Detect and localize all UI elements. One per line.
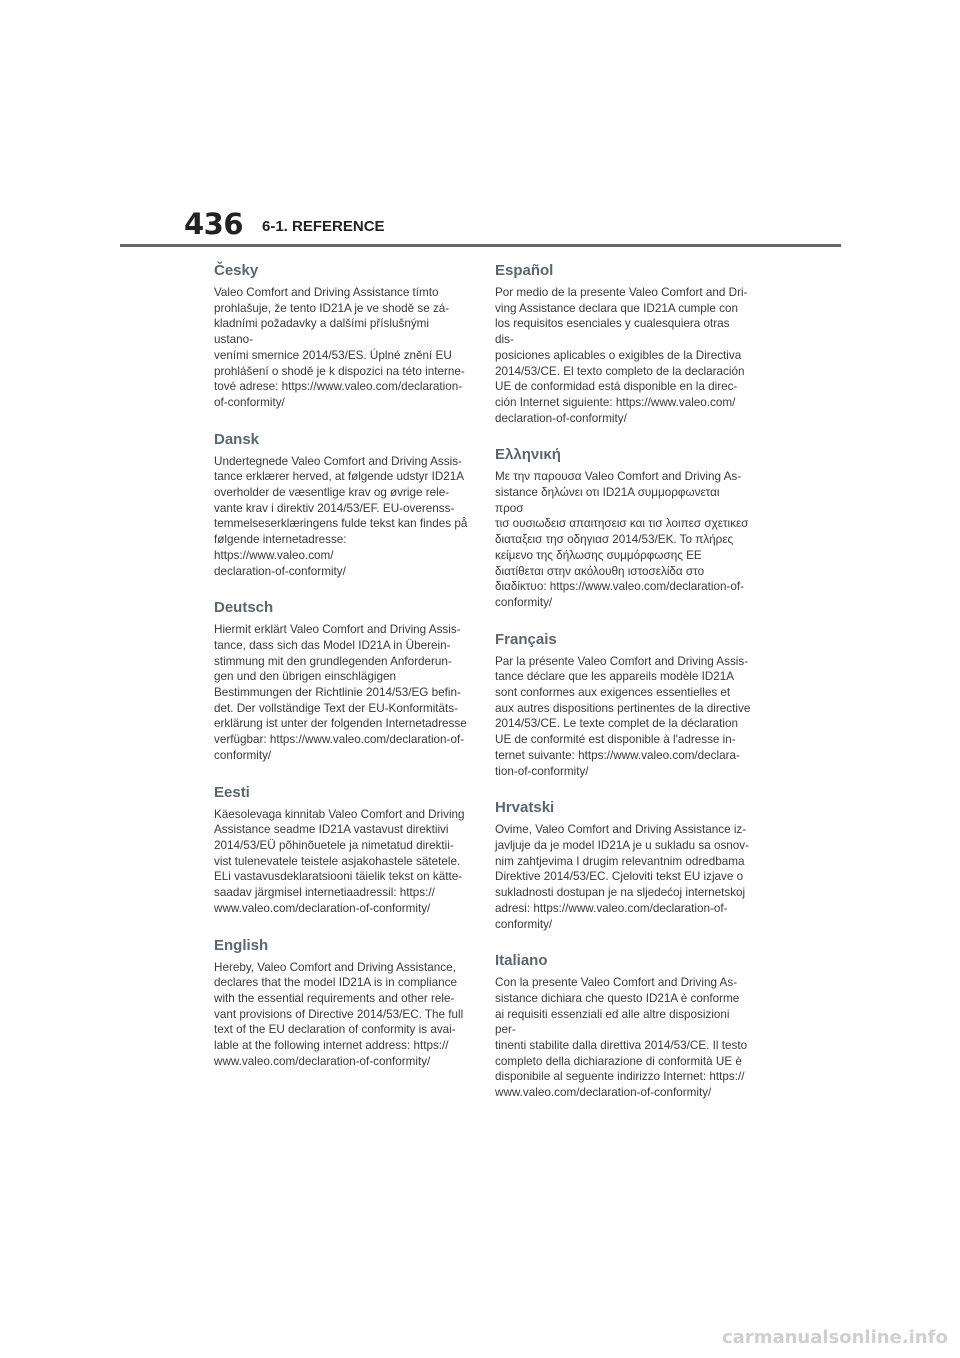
language-heading: Ελληνική	[495, 446, 561, 464]
declaration-text: Käesolevaga kinnitab Valeo Comfort and Driving Assistance seadme ID21A vastavust direktiivi 2014/53/EÜ põhinõuetele ja nimetatud direktii- vist tulenevatele teistele asjakohastele sätetele. ELi vastavusdeklaratsiooni täielik tekst on kätte- saadav järgmisel internetiaadressil: https:// www.valeo.com/declaration-of-conformity/	[214, 807, 465, 915]
declaration-text: Hereby, Valeo Comfort and Driving Assistance, declares that the model ID21A is in compliance with the essential requirements and other rele- vant provisions of Directive 2014/53/EC. The full text of the EU declaration of conformity is avai- lable at the following internet address: https:// www.valeo.com/declaration-of-conformity/	[214, 960, 464, 1068]
language-heading: English	[214, 936, 269, 954]
site-watermark: carmanualsonline.info	[722, 1327, 948, 1348]
left-column	[214, 262, 468, 1089]
section-title: 6-1. REFERENCE	[262, 218, 385, 235]
declaration-text: Με την παρουσα Valeo Comfort and Driving As- sistance δηλώνει οτι ID21A συμμορφωνεται προσ τισ ουσιωδεισ απαιτησεισ και τισ λοιπεσ σχετικεσ διαταξεισ τησ οδηγιασ 2014/53/ΕΚ. Το πλήρες κείμενο της δήλωσης συμμόρφωσης ΕΕ διατίθεται στην ακόλουθη ιστοσελίδα στο διαδίκτυο: https://www.valeo.com/declaration-of- conformity/	[495, 470, 749, 609]
language-entry-eesti	[214, 784, 468, 917]
declaration-text: Por medio de la presente Valeo Comfort and Dri- ving Assistance declara que ID21A cumple con los requisitos esenciales y cualesquiera otras dis- posiciones aplicables o exigibles de la Directiva 2014/53/CE. El texto completo de la declaración UE de conformidad está disponible en la direc- ción Internet siguiente: https://www.valeo.com/ declaration-of-conformity/	[495, 286, 748, 425]
declaration-text: Par la présente Valeo Comfort and Driving Assis- tance déclare que les appareils modèle ID21A sont conformes aux exigences essentielles et aux autres dispositions pertinentes de la directive 2014/53/CE. Le texte complet de la déclaration UE de conformité est disponible à l'adresse in- ternet suivante: https://www.valeo.com/declara- tion-of-conformity/	[495, 654, 751, 778]
language-heading: Français	[495, 630, 557, 648]
language-heading: Česky	[214, 262, 259, 279]
language-entry-deutsch	[214, 599, 468, 763]
header-divider	[120, 244, 841, 247]
language-entry-english	[214, 937, 468, 1070]
language-entry-dansk	[214, 431, 468, 580]
language-entry-hrvatski	[495, 799, 751, 932]
declaration-text: Hiermit erklärt Valeo Comfort and Driving Assis- tance, dass sich das Model ID21A in Überein- stimmung mit den grundlegenden Anforderun- gen und den übrigen einschlägigen Bestimmungen der Richtlinie 2014/53/EG befin- det. Der vollständige Text der EU-Konformitäts- erklärung ist unter der folgenden Internetadresse verfügbar: https://www.valeo.com/declaration-of- conformity/	[214, 623, 467, 762]
language-heading: Deutsch	[214, 599, 274, 617]
declaration-text: Ovime, Valeo Comfort and Driving Assistance iz- javljuje da je model ID21A je u sukladu sa osnov- nim zahtjevima I drugim relevantnim odredbama Direktive 2014/53/EC. Cjeloviti tekst EU izjave o sukladnosti dostupan je na sljedećoj internetskoj adresi: https://www.valeo.com/declaration-of- conformity/	[495, 823, 750, 931]
language-entry-ellinika	[495, 446, 751, 610]
declaration-text: Con la presente Valeo Comfort and Driving As- sistance dichiara che questo ID21A è conforme ai requisiti essenziali ed alle altre disposizioni per- tinenti stabilite dalla direttiva 2014/53/CE. Il testo completo della dichiarazione di conformità UE è disponibile al seguente indirizzo Internet: https:// www.valeo.com/declaration-of-conformity/	[495, 976, 748, 1100]
language-entry-francais	[495, 631, 751, 780]
language-heading: Español	[495, 262, 554, 279]
declaration-text: Undertegnede Valeo Comfort and Driving Assis- tance erklærer herved, at følgende udstyr ID21A overholder de væsentlige krav og øvrige rele- vante krav i direktiv 2014/53/EF. EU-overenss- temmelseserklæringens fulde tekst kan findes på følgende internetadresse: https://www.valeo.com/ declaration-of-conformity/	[214, 454, 468, 578]
language-entry-espanol	[495, 262, 751, 426]
language-heading: Italiano	[495, 952, 548, 970]
language-heading: Eesti	[214, 783, 250, 801]
page-header	[0, 0, 960, 250]
declaration-text: Valeo Comfort and Driving Assistance tímto prohlašuje, že tento ID21A je ve shodě se zá- kladními požadavky a dalšími příslušnými ustano- veními smernice 2014/53/ES. Úplné znění EU prohlášení o shodě je k dispozici na této interne- tové adrese: https://www.valeo.com/declaration- of-conformity/	[214, 286, 465, 409]
right-column	[495, 262, 751, 1121]
language-heading: Dansk	[214, 430, 260, 448]
language-heading: Hrvatski	[495, 799, 555, 817]
page-number: 436	[184, 207, 244, 241]
language-entry-cesky	[214, 262, 468, 411]
language-entry-italiano	[495, 952, 751, 1101]
